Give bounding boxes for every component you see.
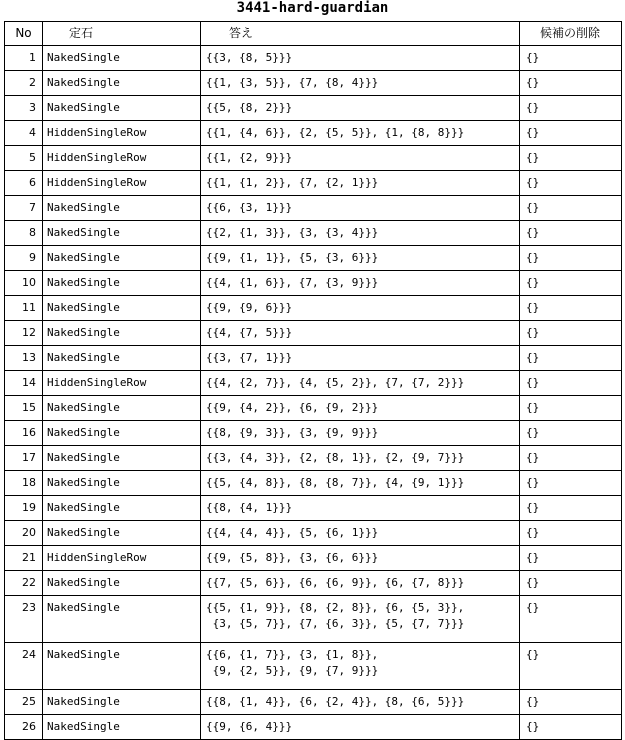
row-method: NakedSingle [43,396,201,421]
row-method: NakedSingle [43,296,201,321]
row-number: 12 [5,321,43,346]
row-number: 23 [5,596,43,643]
row-number: 19 [5,496,43,521]
row-answer: {{8, {9, 3}}, {3, {9, 9}}} [201,421,520,446]
column-header-no: No [5,22,43,46]
table-body [5,46,622,740]
row-candidates: {} [520,571,622,596]
row-answer: {{9, {5, 8}}, {3, {6, 6}}} [201,546,520,571]
row-number: 6 [5,171,43,196]
row-candidates: {} [520,121,622,146]
table-row [5,346,622,371]
row-number: 24 [5,643,43,690]
table-row [5,715,622,740]
row-candidates: {} [520,171,622,196]
table-row [5,296,622,321]
row-candidates: {} [520,346,622,371]
row-candidates: {} [520,643,622,690]
table-row [5,643,622,690]
table-row [5,171,622,196]
column-header-answer: 答え [201,22,520,46]
row-candidates: {} [520,296,622,321]
row-candidates: {} [520,471,622,496]
row-method: NakedSingle [43,71,201,96]
row-number: 11 [5,296,43,321]
row-answer: {{9, {6, 4}}} [201,715,520,740]
row-answer: {{4, {4, 4}}, {5, {6, 1}}} [201,521,520,546]
row-candidates: {} [520,371,622,396]
table-row [5,421,622,446]
table-row [5,196,622,221]
row-number: 13 [5,346,43,371]
row-method: HiddenSingleRow [43,146,201,171]
row-answer: {{8, {1, 4}}, {6, {2, 4}}, {8, {6, 5}}} [201,690,520,715]
header-row [5,22,622,46]
table-row [5,521,622,546]
row-answer: {{1, {4, 6}}, {2, {5, 5}}, {1, {8, 8}}} [201,121,520,146]
table-row [5,690,622,715]
row-answer: {{3, {8, 5}}} [201,46,520,71]
row-number: 15 [5,396,43,421]
row-candidates: {} [520,71,622,96]
row-candidates: {} [520,446,622,471]
row-method: HiddenSingleRow [43,546,201,571]
table-row [5,246,622,271]
table-row [5,446,622,471]
row-answer: {{9, {4, 2}}, {6, {9, 2}}} [201,396,520,421]
row-answer: {{2, {1, 3}}, {3, {3, 4}}} [201,221,520,246]
row-answer: {{4, {2, 7}}, {4, {5, 2}}, {7, {7, 2}}} [201,371,520,396]
table-row [5,321,622,346]
row-number: 2 [5,71,43,96]
row-method: NakedSingle [43,96,201,121]
row-method: NakedSingle [43,346,201,371]
row-number: 4 [5,121,43,146]
column-header-candidates: 候補の削除 [520,22,622,46]
row-candidates: {} [520,271,622,296]
row-answer: {{1, {2, 9}}} [201,146,520,171]
table-row [5,371,622,396]
row-candidates: {} [520,546,622,571]
row-number: 3 [5,96,43,121]
row-answer: {{8, {4, 1}}} [201,496,520,521]
row-number: 21 [5,546,43,571]
row-method: NakedSingle [43,643,201,690]
row-method: HiddenSingleRow [43,121,201,146]
row-number: 16 [5,421,43,446]
row-candidates: {} [520,196,622,221]
row-answer: {{9, {9, 6}}} [201,296,520,321]
row-candidates: {} [520,221,622,246]
table-row [5,221,622,246]
table-row [5,496,622,521]
row-method: NakedSingle [43,521,201,546]
table-row [5,71,622,96]
table-row [5,396,622,421]
row-candidates: {} [520,496,622,521]
row-answer: {{1, {1, 2}}, {7, {2, 1}}} [201,171,520,196]
row-candidates: {} [520,146,622,171]
row-answer: {{4, {7, 5}}} [201,321,520,346]
row-candidates: {} [520,596,622,643]
table-row [5,596,622,643]
row-number: 8 [5,221,43,246]
row-candidates: {} [520,246,622,271]
row-method: NakedSingle [43,221,201,246]
row-answer: {{5, {4, 8}}, {8, {8, 7}}, {4, {9, 1}}} [201,471,520,496]
row-answer: {{9, {1, 1}}, {5, {3, 6}}} [201,246,520,271]
row-answer: {{4, {1, 6}}, {7, {3, 9}}} [201,271,520,296]
table-row [5,121,622,146]
row-number: 17 [5,446,43,471]
row-candidates: {} [520,321,622,346]
row-answer: {{5, {8, 2}}} [201,96,520,121]
row-candidates: {} [520,715,622,740]
row-answer: {{3, {7, 1}}} [201,346,520,371]
row-number: 5 [5,146,43,171]
solution-steps-table [4,21,622,740]
table-row [5,471,622,496]
row-method: NakedSingle [43,271,201,296]
row-method: NakedSingle [43,196,201,221]
row-method: NakedSingle [43,321,201,346]
row-method: NakedSingle [43,690,201,715]
row-candidates: {} [520,96,622,121]
row-number: 20 [5,521,43,546]
row-method: NakedSingle [43,471,201,496]
row-number: 22 [5,571,43,596]
row-number: 18 [5,471,43,496]
row-method: NakedSingle [43,596,201,643]
row-method: NakedSingle [43,421,201,446]
row-method: NakedSingle [43,496,201,521]
row-method: HiddenSingleRow [43,371,201,396]
row-number: 25 [5,690,43,715]
row-answer: {{3, {4, 3}}, {2, {8, 1}}, {2, {9, 7}}} [201,446,520,471]
row-candidates: {} [520,396,622,421]
row-method: NakedSingle [43,46,201,71]
table-row [5,271,622,296]
table-row [5,571,622,596]
row-number: 10 [5,271,43,296]
table-row [5,96,622,121]
row-method: NakedSingle [43,446,201,471]
row-answer: {{6, {1, 7}}, {3, {1, 8}}, {9, {2, 5}}, {9, {7, 9}}} [201,643,520,690]
row-answer: {{5, {1, 9}}, {8, {2, 8}}, {6, {5, 3}}, {3, {5, 7}}, {7, {6, 3}}, {5, {7, 7}}} [201,596,520,643]
row-answer: {{1, {3, 5}}, {7, {8, 4}}} [201,71,520,96]
row-method: NakedSingle [43,715,201,740]
row-answer: {{6, {3, 1}}} [201,196,520,221]
row-answer: {{7, {5, 6}}, {6, {6, 9}}, {6, {7, 8}}} [201,571,520,596]
page-title: 3441-hard-guardian [236,0,389,16]
row-candidates: {} [520,46,622,71]
row-candidates: {} [520,521,622,546]
column-header-method: 定石 [43,22,201,46]
row-number: 14 [5,371,43,396]
row-method: HiddenSingleRow [43,171,201,196]
table-row [5,46,622,71]
row-number: 7 [5,196,43,221]
row-method: NakedSingle [43,246,201,271]
row-candidates: {} [520,421,622,446]
row-number: 26 [5,715,43,740]
row-candidates: {} [520,690,622,715]
row-number: 1 [5,46,43,71]
table-row [5,546,622,571]
row-number: 9 [5,246,43,271]
table-row [5,146,622,171]
row-method: NakedSingle [43,571,201,596]
